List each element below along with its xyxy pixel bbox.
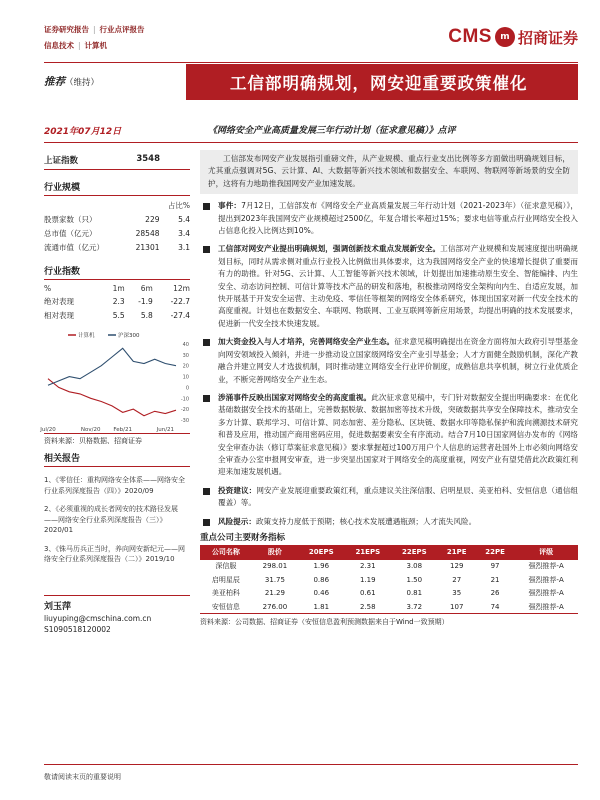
x-tick-label: Jul/20: [40, 427, 56, 433]
para-ecosystem: [200, 336, 578, 386]
related-title: 相关报告: [44, 451, 190, 467]
fin-cell: 31.75: [264, 575, 285, 584]
y-tick-label: -30: [180, 418, 189, 424]
fin-cell: 21: [490, 575, 500, 584]
x-tick-label: Jun/21: [156, 427, 175, 433]
index-chart: [40, 328, 190, 434]
para-lead: 工信部对网安产业提出明确规划，强调创新技术重点发展新安全。: [218, 244, 441, 254]
top-divider: [44, 62, 578, 63]
para-text: 此次征求意见稿中，专门针对数据安全提出明确要求：在优化基础数据安全技术的基础上，完善数据脱敏、数据加密等技术升级，突破数据共享安全保障技术，推动安全多方计算、联邦学习、可信计算、同态加密、差分隐私、区块链、数据水印等隐私保护和流向溯源技术研究和普及应用，推动国产商用密码应用，促进数据要素安全有序流动。结合7月10日国家网信办发布的《网络安全审查办法（修订草案征求意见稿）》要求掌握超过100万用户个人信息的运营者赴国外上市必须向网络安全审查办公室申报网安审查，进一步突显出国家对于网络安全的高度重视，网安产业有望凭借此次政策红利迎来加速发展机遇。: [218, 392, 579, 477]
footer-divider: [44, 764, 578, 765]
related-report-1[interactable]: 1、《零信任：重构网络安全体系——网络安全行业系列深度报告（四）》2020/09: [44, 476, 185, 495]
para-lead: 风险提示：: [218, 516, 256, 526]
title-band: [186, 64, 578, 100]
fin-cell: 26: [490, 589, 500, 598]
perf-cell: 2.3: [112, 296, 125, 306]
analyst-block: [44, 595, 190, 635]
table-row: [44, 294, 190, 308]
scale-table: [44, 198, 190, 254]
y-tick-label: 20: [182, 363, 189, 370]
table-row: [44, 212, 190, 226]
fin-cell: 2.58: [345, 600, 392, 614]
para-plan: [200, 243, 578, 330]
scale-cell: 229: [145, 214, 160, 224]
related-report-3[interactable]: 3、《铢马历兵正当时，养向网安新纪元——网络安全行业系列深度报告（二）》2019/10: [44, 544, 185, 563]
broker-logo: [448, 26, 578, 48]
y-tick-label: -10: [180, 396, 189, 403]
fin-cell: 1.81: [298, 600, 345, 614]
table-row: [200, 560, 578, 573]
index-value: 3548: [136, 154, 160, 164]
scale-cell: 3.4: [178, 228, 190, 238]
fin-cell: 3.08: [406, 562, 423, 571]
y-tick-label: 0: [185, 385, 189, 392]
fin-source: 资料来源：公司数据、招商证券（安恒信息盈利预测数据来自于Wind一致预期）: [200, 618, 449, 627]
fin-header: 22PE: [476, 545, 514, 559]
para-risk: [200, 516, 578, 528]
fin-cell: 0.61: [359, 589, 376, 598]
perf-header: 1m: [112, 283, 125, 293]
related-report-2[interactable]: 2、《必须重视的成长者网安的技术路径发展——网络安全行业系列深度报告（三）》2020/01: [44, 505, 178, 534]
rating: [44, 74, 99, 89]
rating-sub: （维持）: [65, 78, 100, 88]
summary-box: 工信部发布网安产业发展指引重磅文件，从产业规模、重点行业支出比例等多方面做出明确规划目标，尤其重点强调对5G、云计算、AI、大数据等新兴技术领域和数据安全、车联网、物联网等新场景的安全防护，这将有力地助推我国网安产业加速发展。: [200, 150, 578, 194]
square-bullet-icon: [203, 246, 210, 253]
subtitle-divider: [44, 142, 578, 143]
para-lead: 投资建议：: [218, 485, 257, 495]
fin-cell: 21.29: [264, 589, 285, 598]
fin-cell: 强烈推荐-A: [528, 589, 564, 598]
table-row: [44, 308, 190, 322]
series-line-2: [48, 348, 176, 385]
table-row: [200, 600, 578, 614]
fin-title: 重点公司主要财务指标: [200, 532, 286, 543]
index-row: [44, 150, 190, 170]
report-title: 工信部明确规划，网安迎重要政策催化: [230, 74, 528, 93]
perf-cell: 相对表现: [44, 310, 74, 320]
footer-note: 敬请阅读末页的重要说明: [44, 773, 121, 781]
perf-cell: -27.4: [170, 310, 190, 320]
table-row: [44, 240, 190, 254]
report-subtype: 行业点评报告: [99, 25, 145, 34]
para-lead: 加大资金投入与人才培养，完善网络安全产业生态。: [218, 337, 395, 347]
perf-cell: 5.5: [112, 310, 125, 320]
fin-cell: 1.96: [313, 562, 330, 571]
fin-header: 20EPS: [298, 545, 345, 559]
fin-cell: 129: [450, 562, 464, 571]
y-tick-label: 10: [182, 374, 189, 381]
x-tick-label: Feb/21: [113, 427, 132, 433]
rating-label: 推荐: [44, 76, 65, 88]
perf-header: %: [44, 283, 52, 293]
scale-cell: 总市值（亿元）: [44, 228, 97, 238]
fin-cell: 0.81: [406, 589, 423, 598]
para-event: [200, 200, 578, 237]
perf-table: [44, 282, 190, 322]
fin-cell: 2.31: [359, 562, 376, 571]
scale-cell: 28548: [135, 228, 160, 238]
fin-cell: 298.01: [262, 562, 288, 571]
square-bullet-icon: [203, 395, 210, 402]
analyst-name: 刘玉萍: [44, 601, 72, 612]
fin-header: 22EPS: [391, 545, 438, 559]
square-bullet-icon: [203, 339, 210, 346]
perf-cell: 5.8: [140, 310, 153, 320]
para-text: 工信部对产业规模和发展速度提出明确规划目标，同时从需求侧对重点行业投入比例做出具体要求，这为我国网络安全产业的快速增长提供了重要而有力的助推。针对5G、云计算、人工智能等新兴技术领域，计划提出加速推动原生安全、智能编排、内生安全、动态访问控制、可信计算等技术产品的研发和落地，积极推动网络安全架构向内生、自适应发展，加快开展基于开发安全运营、主动免疫、零信任等框架的网络安全体系研究，体现出国家对新一代安全技术的高度重视。计划也在数据安全、车联网、物联网、工业互联网等新应用场景，均提出明确的技术发展要求，促进新一代安全技术快速发展。: [218, 244, 579, 328]
sidebar: [40, 150, 190, 635]
perf-title: 行业指数: [44, 264, 190, 280]
logo-cn: 招商证券: [517, 28, 578, 47]
para-lead: 事件：: [218, 201, 242, 211]
fin-cell: 107: [438, 600, 476, 614]
fin-header: 公司名称: [200, 545, 252, 559]
fin-cell: 0.46: [313, 589, 330, 598]
fin-header: 股价: [252, 545, 298, 559]
fin-header: 21EPS: [345, 545, 392, 559]
fin-cell: 深信服: [215, 562, 237, 571]
index-label: 上证指数: [44, 156, 79, 166]
square-bullet-icon: [203, 519, 210, 526]
perf-header: 6m: [140, 283, 153, 293]
y-tick-label: -20: [180, 407, 189, 414]
fin-cell: 强烈推荐-A: [528, 562, 564, 571]
series-line-1: [48, 379, 176, 416]
scale-title: 行业规模: [44, 180, 190, 196]
para-lead: 涉涌事件反映出国家对网络安全的高度重视。: [218, 392, 372, 402]
fin-cell: 强烈推荐-A: [528, 575, 564, 584]
table-row: [44, 226, 190, 240]
main-content: [200, 150, 578, 629]
report-subtitle: 《网络安全产业高质量发展三年行动计划（征求意见稿）》点评: [208, 126, 456, 136]
index-chart-svg: [40, 328, 190, 434]
table-row: [200, 587, 578, 600]
fin-cell: 97: [490, 562, 500, 571]
para-text: 政策支持力度低于预期；核心技术发展遭遇瓶颈；人才流失风险。: [255, 516, 477, 526]
analyst-email[interactable]: liuyuping@cmschina.com.cn: [44, 613, 152, 623]
para-data-security: [200, 392, 578, 479]
fin-cell: 35: [452, 589, 462, 598]
legend-label: 计算机: [78, 333, 95, 339]
perf-cell: -22.7: [170, 296, 190, 306]
para-investment: [200, 485, 578, 510]
report-type: 证券研究报告: [44, 25, 89, 34]
report-header-tags: 证券研究报告 | 行业点评报告 信息技术 | 计算机: [44, 22, 145, 54]
chart-source: 资料来源：贝格数据、招商证券: [44, 437, 142, 445]
fin-cell: 美亚柏科: [211, 589, 240, 598]
scale-cell: 3.1: [178, 242, 190, 252]
fin-cell: 276.00: [252, 600, 298, 614]
logo-seal-icon: m: [495, 27, 515, 47]
fin-cell: 0.86: [313, 575, 330, 584]
fin-cell: 1.19: [359, 575, 376, 584]
fin-cell: 启明星辰: [211, 575, 240, 584]
square-bullet-icon: [203, 203, 210, 210]
fin-cell: 安恒信息: [200, 600, 252, 614]
legend-label: 沪深300: [118, 333, 140, 339]
square-bullet-icon: [203, 488, 210, 495]
industry: 计算机: [84, 41, 108, 50]
fin-cell: 27: [452, 575, 462, 584]
fin-cell: 强烈推荐-A: [514, 600, 578, 614]
perf-cell: -1.9: [138, 296, 153, 306]
analyst-id: S1090518120002: [44, 624, 111, 634]
fin-cell: 74: [476, 600, 514, 614]
report-date: 2021年07月12日: [44, 127, 122, 137]
scale-header-pct: 占比%: [167, 200, 190, 210]
y-tick-label: 40: [182, 342, 189, 348]
scale-cell: 5.4: [178, 214, 190, 224]
fin-header: 21PE: [438, 545, 476, 559]
perf-header: 12m: [173, 283, 190, 293]
sector: 信息技术: [44, 41, 74, 50]
x-tick-label: Nov/20: [80, 427, 101, 433]
para-text: 7月12日，工信部发布《网络安全产业高质量发展三年行动计划（2021-2023年）（征求意见稿）》，提出到2023年我国网安产业规模超过2500亿，年复合增长率超过15%；要求电信等重点行业网络安全投入占信息化投入比例达到10%。: [218, 201, 579, 236]
fin-cell: 3.72: [391, 600, 438, 614]
fin-table: [200, 545, 578, 614]
logo-latin: CMS: [448, 26, 492, 47]
para-text: 征求意见稿明确提出在资金方面将加大政府引导型基金向网安领域投入倾斜，并进一步推动设立国家级网络安全产业引导基金；人才方面健全鼓励机制，深化产教融合并建立网安人才选拔机制，同时推动建立网络安全行业评价制度，成熟信息共享机制，树立行业优质企业，不断完善网络安全产业生态。: [218, 337, 578, 384]
scale-cell: 股票家数（只）: [44, 214, 97, 224]
y-tick-label: 30: [182, 352, 189, 359]
table-row: [200, 573, 578, 586]
fin-header: 评级: [514, 545, 578, 559]
scale-cell: 21301: [135, 242, 160, 252]
scale-cell: 流通市值（亿元）: [44, 242, 104, 252]
perf-cell: 绝对表现: [44, 296, 74, 306]
para-text: 网安产业发展迎重要政策红利，重点建议关注深信服、启明星辰、美亚柏科、安恒信息（通信组覆盖）等。: [218, 485, 579, 508]
fin-cell: 1.50: [406, 575, 423, 584]
